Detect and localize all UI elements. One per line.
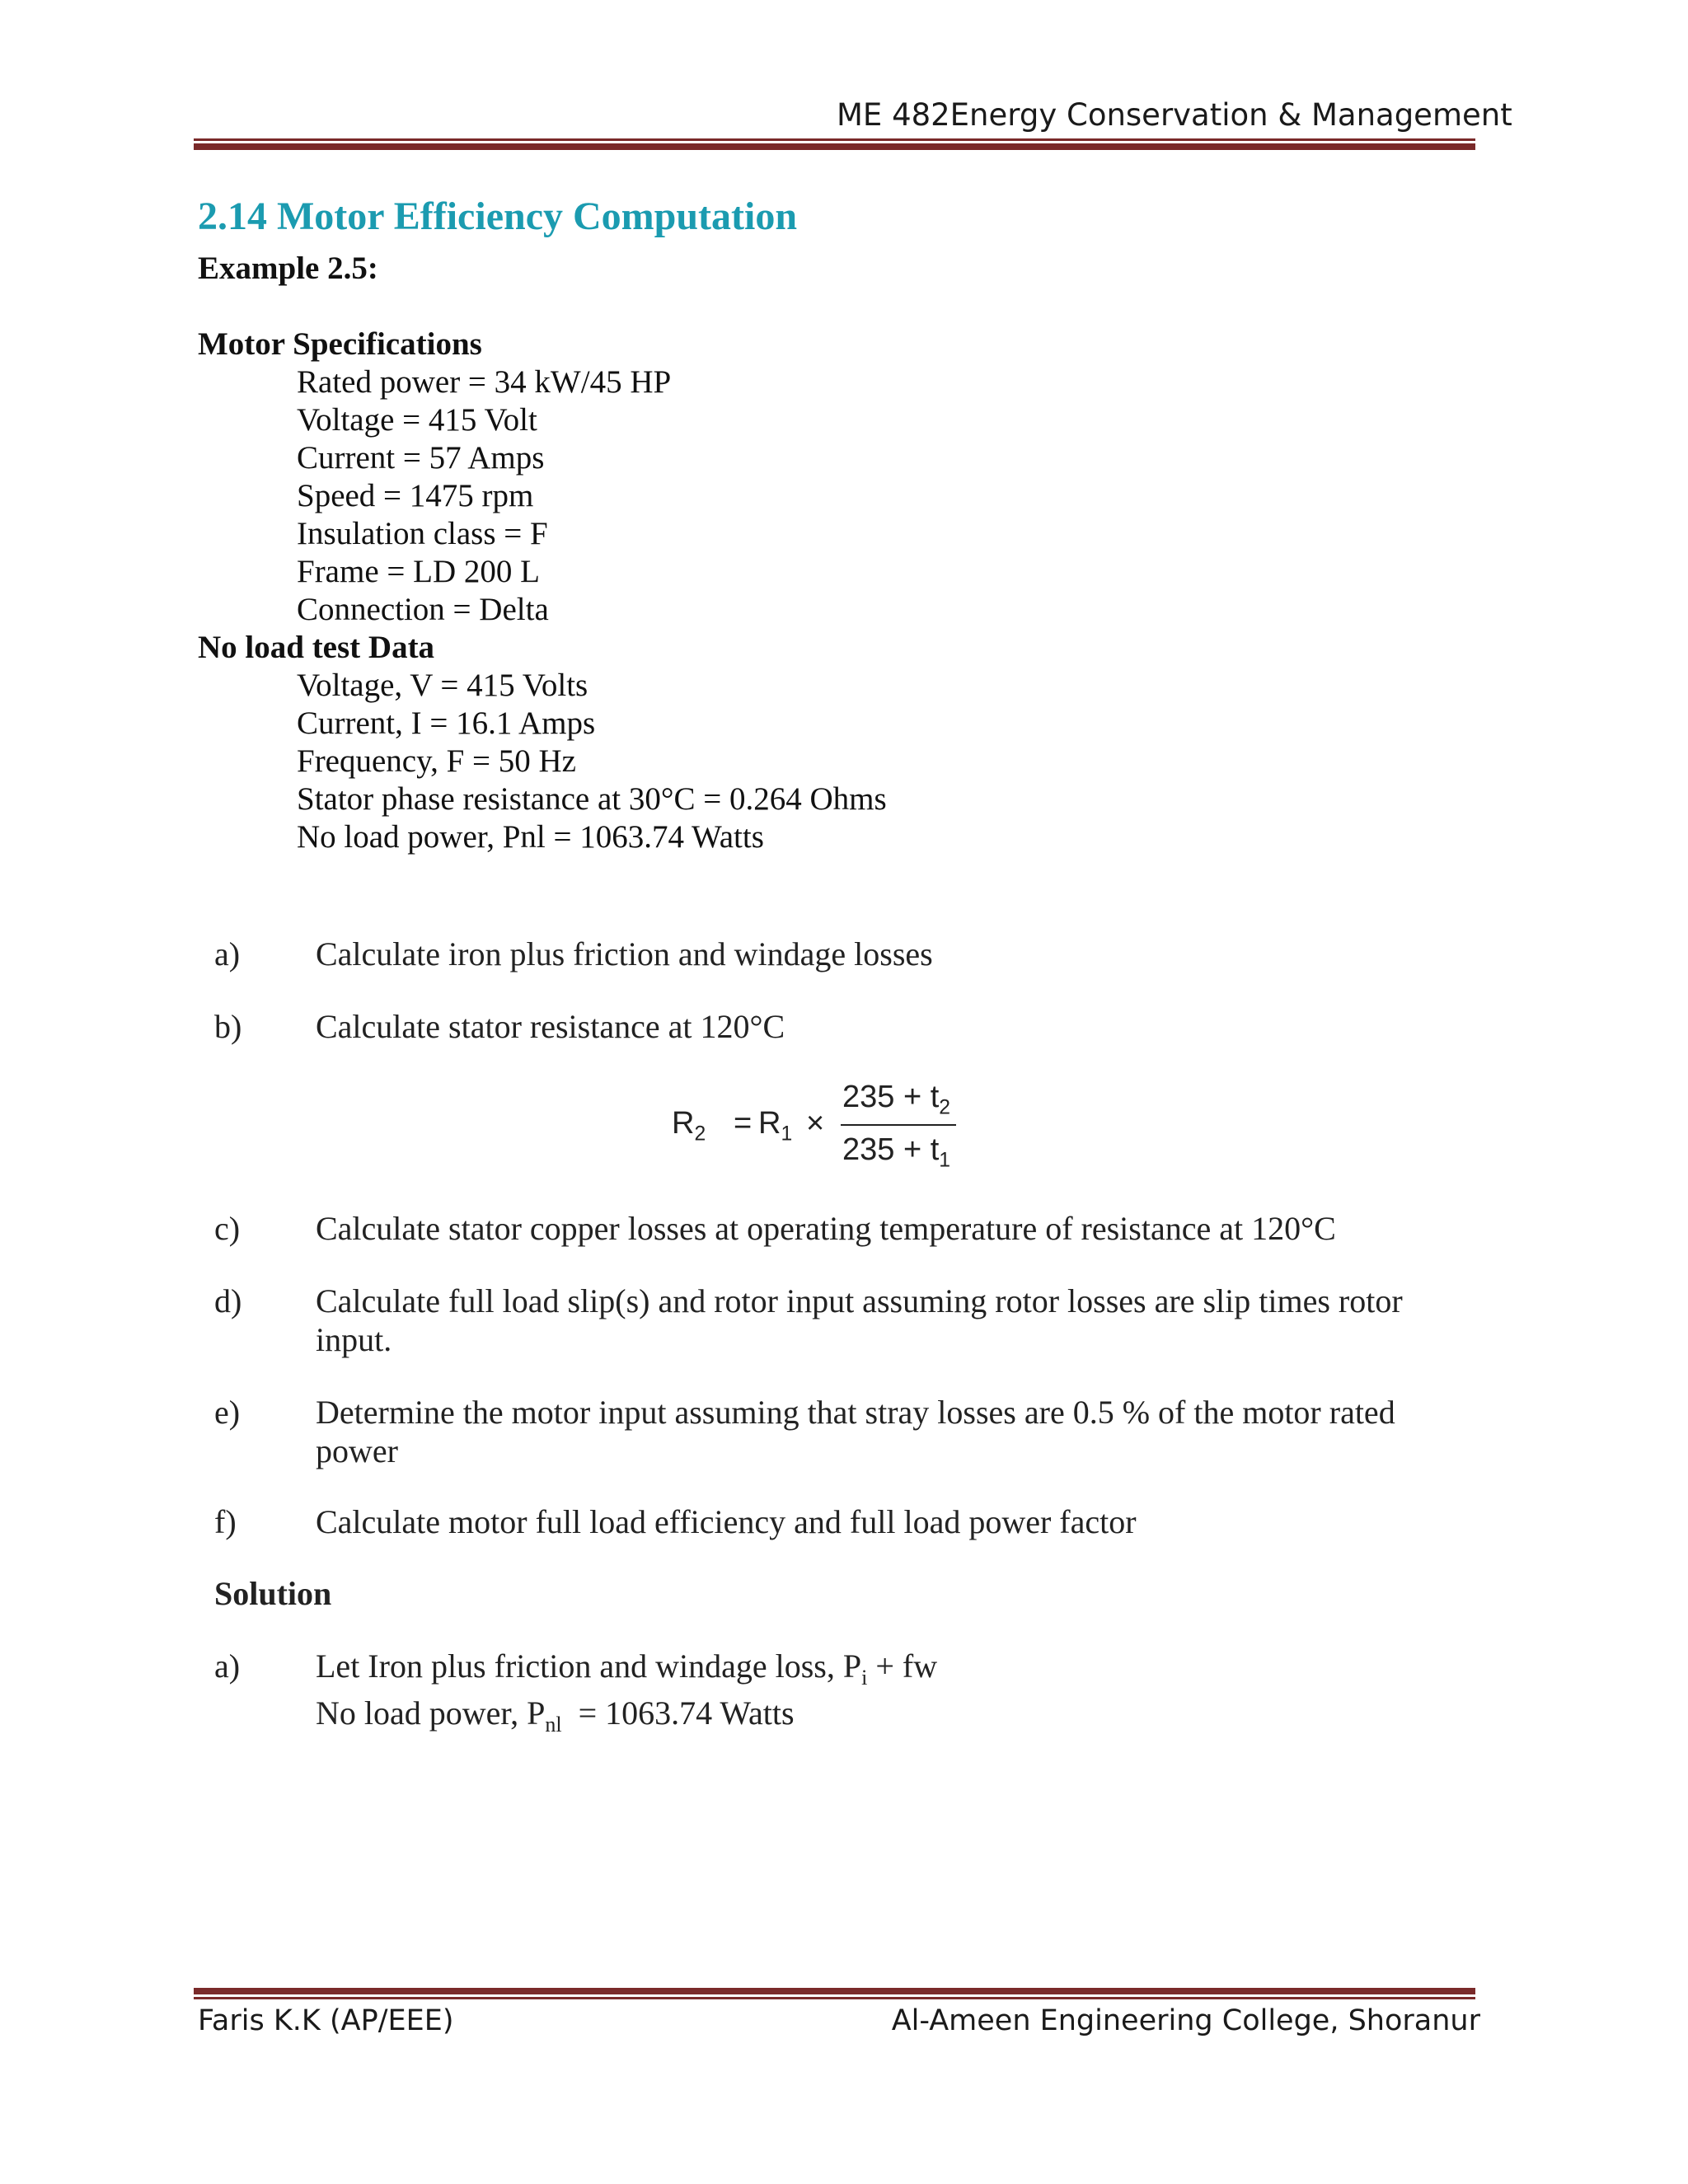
formula-denominator: $235 + t_1$ [842,1132,950,1172]
question-text-continued: power [316,1432,398,1469]
formula-times: × [806,1106,825,1141]
spec-item: Voltage = 415 Volt [297,402,537,438]
no-load-item: Voltage, V = 415 Volts [297,668,588,703]
no-load-item: Stator phase resistance at 30°C = 0.264 Ohms [297,781,887,817]
question-text: Calculate stator copper losses at operating temperature of resistance at 120°C [316,1210,1336,1247]
question-text-continued: input. [316,1321,392,1358]
formula-numerator: $235 + t_2$ [842,1080,950,1119]
formula-lhs: $R_2$ [672,1106,706,1146]
motor-specs-heading: Motor Specifications [198,326,482,362]
footer-institution: Al-Ameen Engineering College, Shoranur [891,2004,1480,2037]
question-text: Calculate motor full load efficiency and full load power factor [316,1503,1137,1540]
question-label: b) [214,1008,242,1045]
footer-author: Faris K.K (AP/EEE) [198,2004,454,2037]
solution-heading: Solution [214,1575,332,1612]
spec-item: Frame = LD 200 L [297,554,540,589]
section-title: 2.14 Motor Efficiency Computation [198,194,798,238]
fraction-bar [841,1124,956,1126]
no-load-heading: No load test Data [198,630,435,665]
page-header: ME 482Energy Conservation & Management [837,97,1512,133]
spec-item: Insulation class = F [297,516,548,551]
question-label: a) [214,935,241,972]
question-label: d) [214,1282,242,1319]
question-text: Determine the motor input assuming that stray losses are 0.5 % of the motor rated [316,1394,1395,1431]
solution-line-1: Let Iron plus friction and windage loss, $P_i$ + fw [316,1647,938,1690]
spec-item: Current = 57 Amps [297,440,545,476]
footer-rule-thick [194,1988,1475,1994]
header-rule-thin [194,138,1475,141]
question-text: Calculate iron plus friction and windage losses [316,935,933,972]
header-rule-thick [194,143,1475,150]
question-label: c) [214,1210,241,1247]
spec-item: Connection = Delta [297,592,549,627]
example-label: Example 2.5: [198,251,378,286]
spec-item: Speed = 1475 rpm [297,478,534,513]
no-load-item: Frequency, F = 50 Hz [297,743,576,779]
question-label: e) [214,1394,241,1431]
formula-r1: $R_1$ [758,1106,793,1146]
solution-line-2: No load power, $P_{nl} = 1063.74$ Watts [316,1694,795,1736]
solution-label: a) [214,1647,241,1685]
question-text: Calculate full load slip(s) and rotor input assuming rotor losses are slip times rotor [316,1282,1403,1319]
formula-equals: = [734,1106,753,1141]
question-label: f) [214,1503,237,1540]
footer-rule-thin [194,1997,1475,1999]
spec-item: Rated power = 34 kW/45 HP [297,364,672,400]
question-text: Calculate stator resistance at 120°C [316,1008,785,1045]
no-load-item: No load power, Pnl = 1063.74 Watts [297,819,764,855]
no-load-item: Current, I = 16.1 Amps [297,705,596,741]
